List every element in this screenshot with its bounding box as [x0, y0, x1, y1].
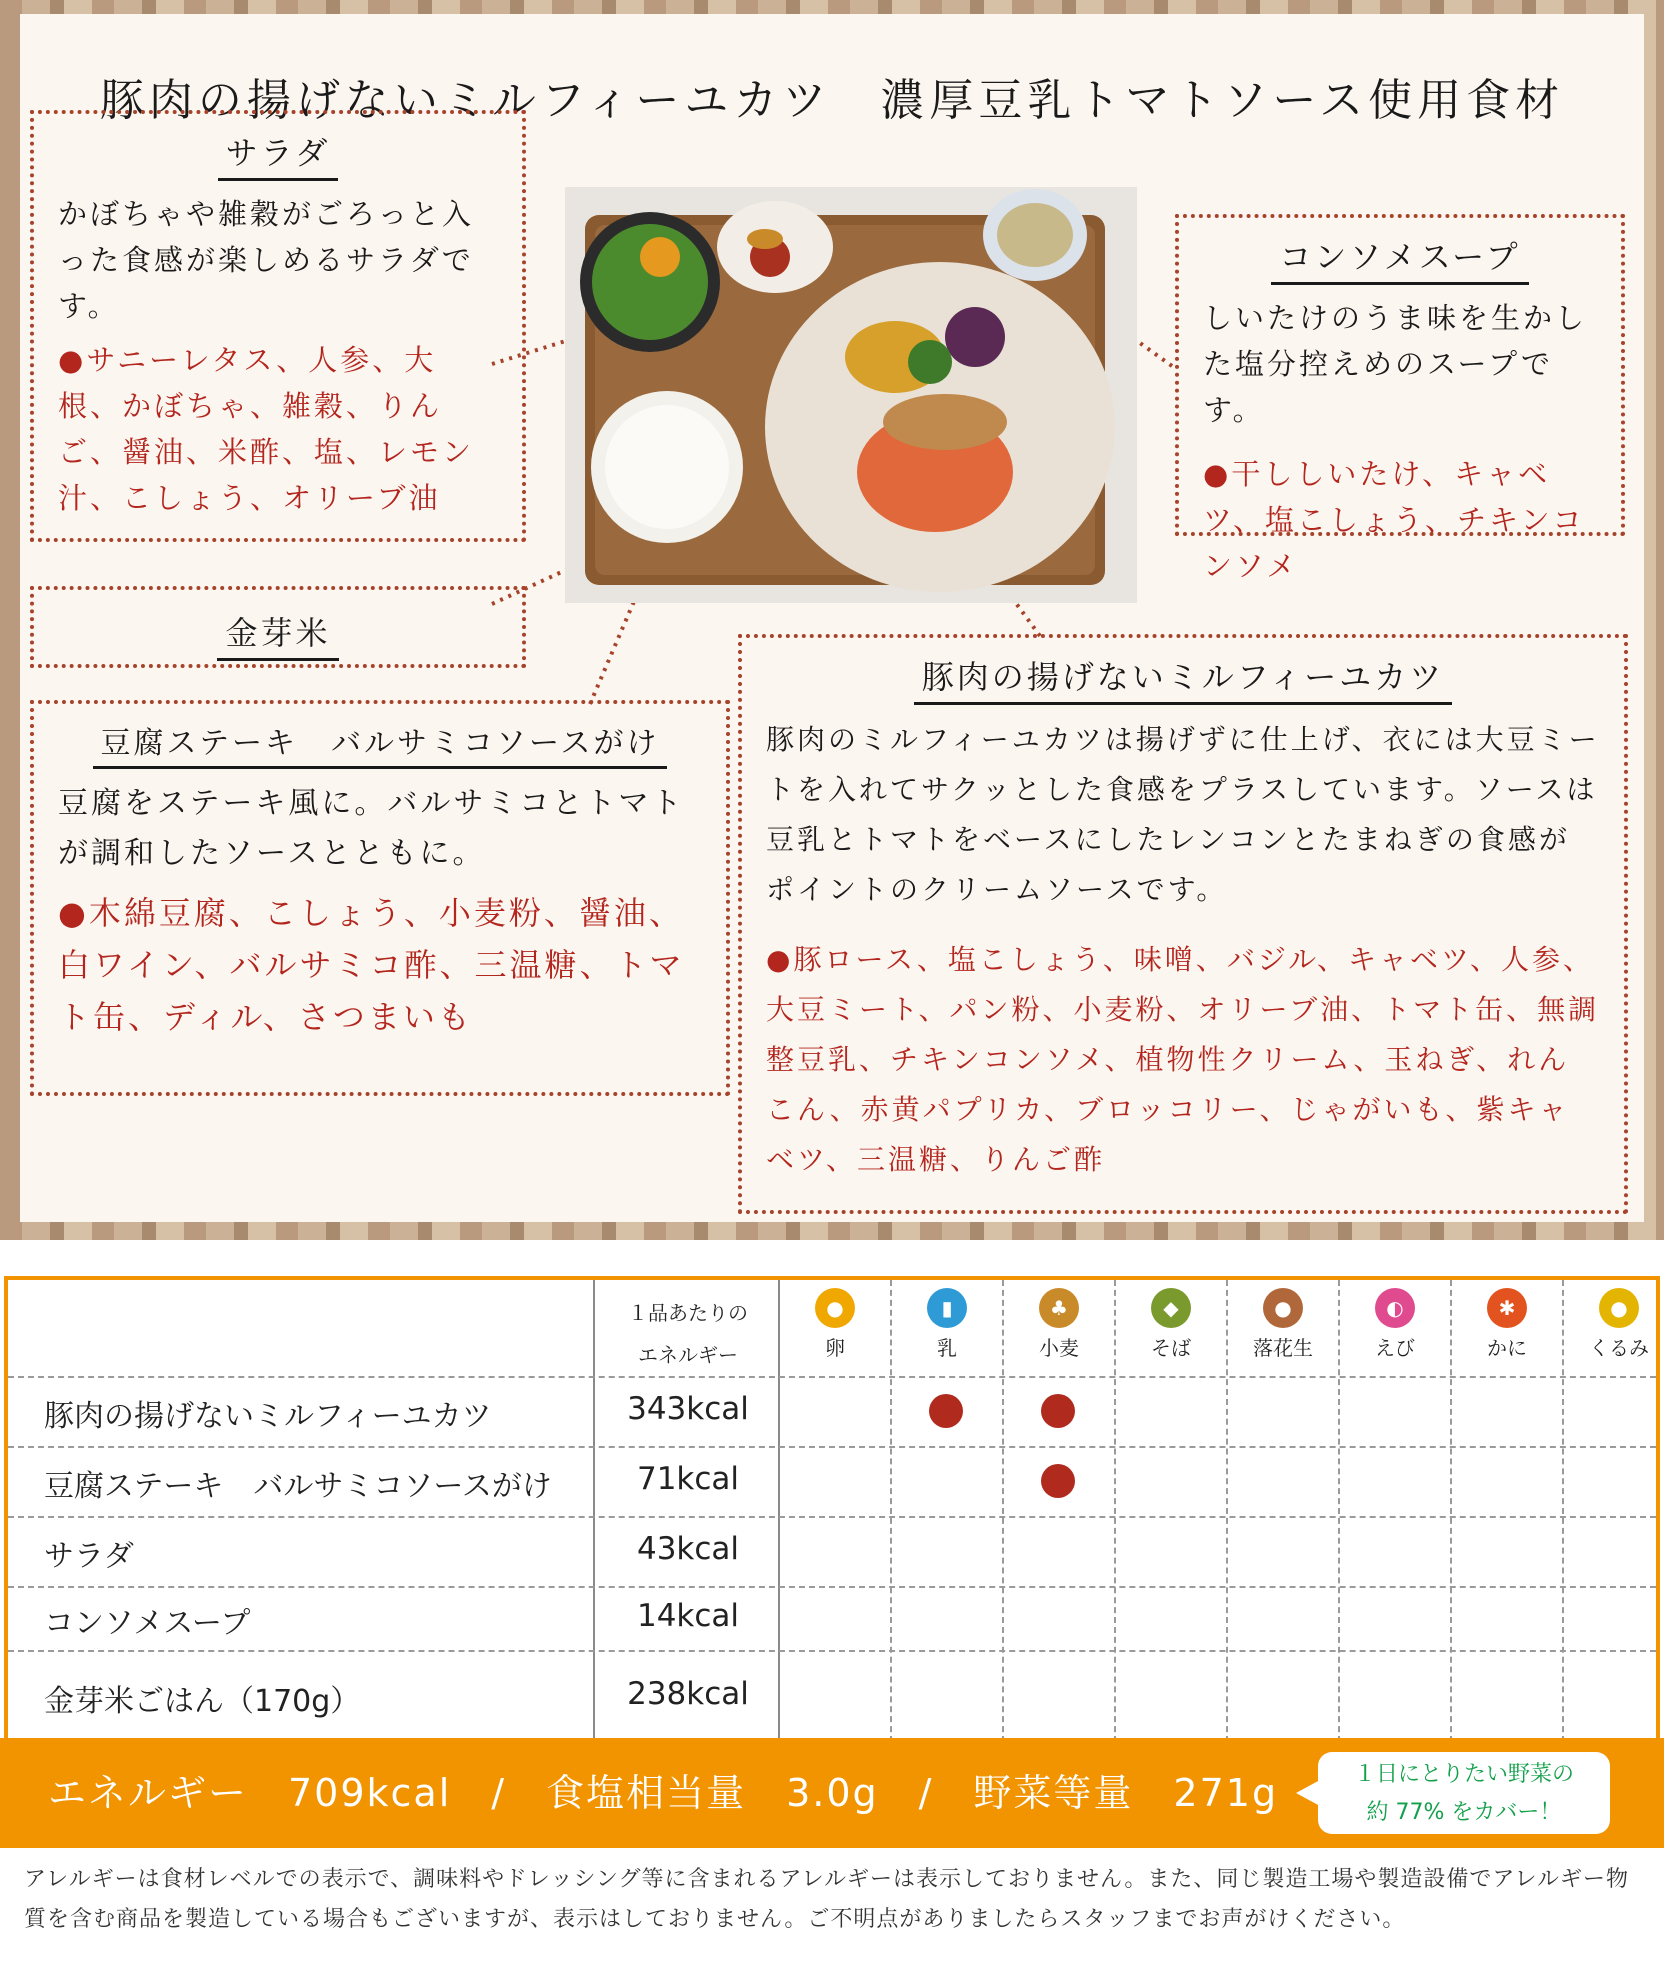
salad-box: [30, 110, 526, 542]
walnut-icon: ●: [1599, 1288, 1639, 1328]
vegetable-coverage-bubble: １日にとりたい野菜の 約 77% をカバー！: [1318, 1752, 1610, 1834]
salad-description: かぼちゃや雑穀がごろっと入った食感が楽しめるサラダです。: [58, 197, 475, 323]
nutrition-section: [0, 1248, 1664, 1738]
crab-icon: ✱: [1487, 1288, 1527, 1328]
menu-card: [20, 14, 1644, 1222]
allergen-table: [4, 1276, 1660, 1742]
allergen-3: [1115, 1288, 1227, 1361]
allergen-5: [1339, 1288, 1451, 1361]
allergen-4: [1227, 1288, 1339, 1361]
dish-name: 豆腐ステーキ バルサミコソースがけ: [44, 1469, 552, 1504]
dish-kcal: 43kcal: [636, 1531, 740, 1567]
allergy-note: アレルギーは食材レベルでの表示で、調味料やドレッシング等に含まれるアレルギーは表示しておりません。また、同じ製造工場や製造設備でアレルギー物質を含む商品を製造している場合もございますが、表示はしておりません。ご不明点がありましたらスタッフまでお声がけください。: [24, 1867, 1629, 1932]
allergen-label: くるみ: [1589, 1336, 1649, 1360]
meal-photo: [565, 187, 1137, 603]
soup-box: [1175, 214, 1625, 583]
dish-name: コンソメスープ: [44, 1606, 251, 1641]
salad-ingredients: ● サニーレタス、人参、大根、かぼちゃ、雑穀、りんご、醤油、米酢、塩、レモン汁、こしょう、オリーブ油: [58, 337, 498, 521]
soup-description: しいたけのうま味を生かした塩分控えめのスープです。: [1203, 301, 1588, 427]
shrimp-icon: ◐: [1375, 1288, 1415, 1328]
allergen-label: 小麦: [1039, 1336, 1079, 1360]
allergen-label: 卵: [825, 1336, 845, 1360]
buckwheat-icon: ◆: [1151, 1288, 1191, 1328]
dish-name: 豚肉の揚げないミルフィーユカツ: [44, 1399, 492, 1434]
katsu-ingredients: ● 豚ロース、塩こしょう、味噌、バジル、キャベツ、人参、大豆ミート、パン粉、小麦粉、オリーブ油、トマト缶、無調整豆乳、チキンコンソメ、植物性クリーム、玉ねぎ、れんこん、赤黄パプリカ、ブロッコリー、じゃがいも、紫キャベツ、三温糖、りんご酢: [766, 935, 1600, 1185]
dish-kcal: 343kcal: [627, 1391, 749, 1427]
summary-bar: [0, 1738, 1664, 1848]
allergen-mark: [1041, 1394, 1075, 1428]
column-divider: [593, 1280, 595, 1742]
soup-heading: コンソメスープ: [1271, 232, 1528, 285]
egg-icon: ●: [815, 1288, 855, 1328]
rice-heading: 金芽米: [217, 608, 338, 661]
page-title: 豚肉の揚げないミルフィーユカツ 濃厚豆乳トマトソース使用食材: [99, 75, 1565, 126]
allergen-label: そば: [1151, 1336, 1191, 1360]
katsu-heading: 豚肉の揚げないミルフィーユカツ: [914, 652, 1452, 705]
allergen-6: [1451, 1288, 1563, 1361]
tofu-ingredients: ● 木綿豆腐、こしょう、小麦粉、醤油、白ワイン、バルサミコ酢、三温糖、トマト缶、ディル、さつまいも: [58, 887, 702, 1043]
summary-text: エネルギー 709kcal / 食塩相当量 3.0g / 野菜等量 271g: [48, 1771, 1279, 1815]
allergen-mark: [929, 1394, 963, 1428]
allergen-label: 落花生: [1253, 1336, 1313, 1360]
salad-heading: サラダ: [218, 128, 339, 181]
katsu-description: 豚肉のミルフィーユカツは揚げずに仕上げ、衣には大豆ミートを入れてサクッとした食感をプラスしています。ソースは豆乳とトマトをベースにしたレンコンとたまねぎの食感がポイントのクリームソースです。: [766, 723, 1600, 906]
allergen-label: えび: [1375, 1336, 1415, 1360]
allergen-mark: [1041, 1464, 1075, 1498]
allergen-label: 乳: [937, 1336, 957, 1360]
wheat-icon: ♣: [1039, 1288, 1079, 1328]
dish-name: 金芽米ごはん（170g）: [44, 1684, 361, 1719]
allergen-1: [891, 1288, 1003, 1361]
katsu-box: [738, 634, 1628, 1214]
tofu-heading: 豆腐ステーキ バルサミコソースがけ: [93, 718, 668, 769]
allergen-0: [779, 1288, 891, 1361]
milk-bottle-icon: ▮: [927, 1288, 967, 1328]
allergen-2: [1003, 1288, 1115, 1361]
tofu-box: [30, 700, 730, 1096]
energy-header: １品あたりの エネルギー: [628, 1301, 748, 1367]
dish-name: サラダ: [44, 1539, 134, 1574]
soup-ingredients: ● 干ししいたけ、キャベツ、塩こしょう、チキンコンソメ: [1203, 451, 1597, 589]
dish-kcal: 71kcal: [636, 1461, 740, 1497]
peanut-icon: ●: [1263, 1288, 1303, 1328]
rice-box: [30, 586, 526, 668]
allergen-7: [1563, 1288, 1664, 1361]
tofu-description: 豆腐をステーキ風に。バルサミコとトマトが調和したソースとともに。: [58, 786, 685, 871]
dish-kcal: 238kcal: [627, 1676, 749, 1712]
allergen-label: かに: [1487, 1336, 1527, 1360]
dish-kcal: 14kcal: [636, 1598, 740, 1634]
